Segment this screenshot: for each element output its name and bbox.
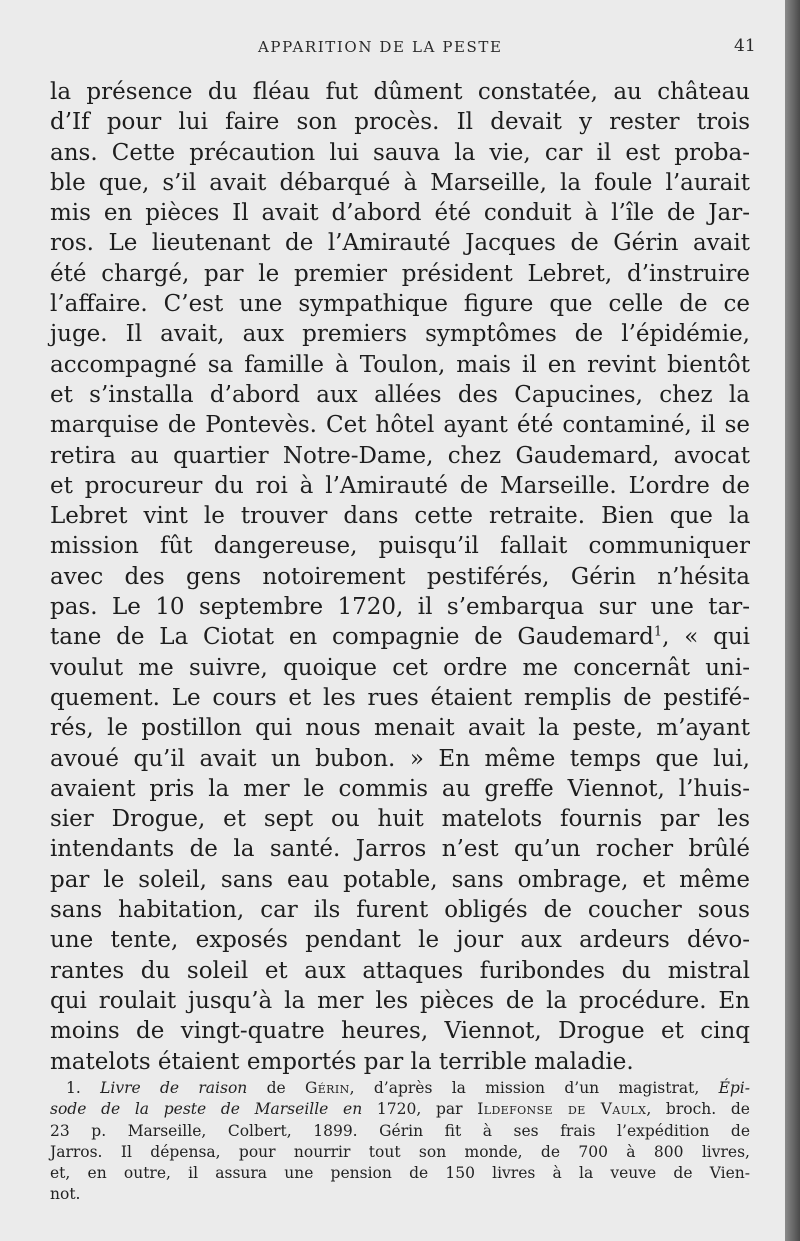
footnote-line bbox=[50, 1099, 750, 1120]
text-line: et procureur du roi à l’Amirauté de Marseille. L’ordre de bbox=[50, 472, 750, 499]
text-line: matelots étaient emportés par la terrible maladie. bbox=[50, 1048, 634, 1075]
text-line: accompagné sa famille à Toulon, mais il en revint bientôt bbox=[50, 351, 750, 378]
text-line: d’If pour lui faire son procès. Il devait y rester trois bbox=[50, 109, 750, 136]
footnote-line: not. bbox=[50, 1185, 81, 1204]
text-line: par le soleil, sans eau potable, sans ombrage, et même bbox=[50, 866, 750, 893]
text-line: retira au quartier Notre-Dame, chez Gaudemard, avocat bbox=[50, 442, 750, 469]
text-line: rantes du soleil et aux attaques furibondes du mistral bbox=[50, 957, 750, 984]
text-line: ans. Cette précaution lui sauva la vie, car il est proba- bbox=[50, 139, 750, 166]
footnote bbox=[50, 1078, 750, 1206]
footnote-line: et, en outre, il assura une pension de 150 livres à la veuve de Vien- bbox=[50, 1164, 750, 1183]
text-line: qui roulait jusqu’à la mer les pièces de la procédure. En bbox=[50, 987, 750, 1014]
text-line: voulut me suivre, quoique cet ordre me concernât uni- bbox=[50, 654, 750, 681]
text-line: ble que, s’il avait débarqué à Marseille, la foule l’aurait bbox=[50, 169, 750, 196]
body-text bbox=[50, 77, 750, 1077]
footnote-line bbox=[50, 1078, 750, 1099]
footnote-text: de bbox=[247, 1079, 305, 1097]
text-line: sier Drogue, et sept ou huit matelots fournis par les bbox=[50, 806, 750, 833]
text-line: avaient pris la mer le commis au greffe Viennot, l’huis- bbox=[50, 775, 750, 802]
running-title: APPARITION DE LA PESTE bbox=[258, 38, 503, 56]
text-line: et s’installa d’abord aux allées des Capucines, chez la bbox=[50, 381, 750, 408]
text-line: moins de vingt-quatre heures, Viennot, Drogue et cinq bbox=[50, 1018, 750, 1045]
text-line: avoué qu’il avait un bubon. » En même temps que lui, bbox=[50, 745, 750, 772]
footnote-book-title: sode de la peste de Marseille en bbox=[50, 1100, 363, 1119]
text-line: la présence du fléau fut dûment constatée, au château bbox=[50, 79, 750, 105]
footnote-line: Jarros. Il dépensa, pour nourrir tout son monde, de 700 à 800 livres, bbox=[50, 1142, 750, 1161]
footnote-line: 23 p. Marseille, Colbert, 1899. Gérin fit à ses frais l’expédition de bbox=[50, 1121, 750, 1140]
footnote-author: Ildefonse de Vaulx bbox=[477, 1100, 647, 1119]
text-line: rés, le postillon qui nous menait avait la peste, m’ayant bbox=[50, 715, 750, 742]
text-line: sans habitation, car ils furent obligés de coucher sous bbox=[50, 897, 750, 924]
page-edge-shadow bbox=[785, 0, 800, 1241]
footnote-book-title: Épi- bbox=[718, 1079, 750, 1097]
footnote-author: Gérin bbox=[304, 1079, 350, 1097]
text-line: intendants de la santé. Jarros n’est qu’un rocher brûlé bbox=[50, 836, 750, 863]
footnote-text: , d’après la mission d’un magistrat, bbox=[349, 1079, 719, 1097]
text-line: pas. Le 10 septembre 1720, il s’embarqua sur une tar- bbox=[50, 594, 750, 621]
text-line-with-note bbox=[50, 622, 750, 652]
text-line: juge. Il avait, aux premiers symptômes de l’épidémie, bbox=[50, 321, 750, 348]
text-line: Lebret vint le trouver dans cette retraite. Bien que la bbox=[50, 503, 750, 530]
text-line: ros. Le lieutenant de l’Amirauté Jacques de Gérin avait bbox=[50, 230, 750, 257]
footnote-reference: 1 bbox=[653, 624, 663, 640]
footnote-text: 1720, par bbox=[362, 1100, 478, 1119]
page-number: 41 bbox=[734, 36, 756, 56]
footnote-book-title: Livre de raison bbox=[100, 1079, 248, 1097]
footnote-number: 1. bbox=[66, 1079, 81, 1097]
text-line: mission fût dangereuse, puisqu’il fallait communiquer bbox=[50, 533, 750, 560]
text-line: mis en pièces Il avait d’abord été conduit à l’île de Jar- bbox=[50, 200, 750, 227]
text-line: été chargé, par le premier président Lebret, d’instruire bbox=[50, 260, 750, 287]
text-line: marquise de Pontevès. Cet hôtel ayant été contaminé, il se bbox=[50, 412, 750, 439]
text-line: avec des gens notoirement pestiférés, Gérin n’hésita bbox=[50, 563, 750, 590]
text-line: une tente, exposés pendant le jour aux ardeurs dévo- bbox=[50, 927, 750, 954]
text-segment: , « qui bbox=[662, 624, 750, 651]
text-line: quement. Le cours et les rues étaient remplis de pestifé- bbox=[50, 684, 750, 711]
text-line: l’affaire. C’est une sympathique figure que celle de ce bbox=[50, 291, 750, 318]
footnote-text: , broch. de bbox=[646, 1100, 750, 1119]
text-segment: tane de La Ciotat en compagnie de Gaudemard bbox=[50, 624, 654, 651]
